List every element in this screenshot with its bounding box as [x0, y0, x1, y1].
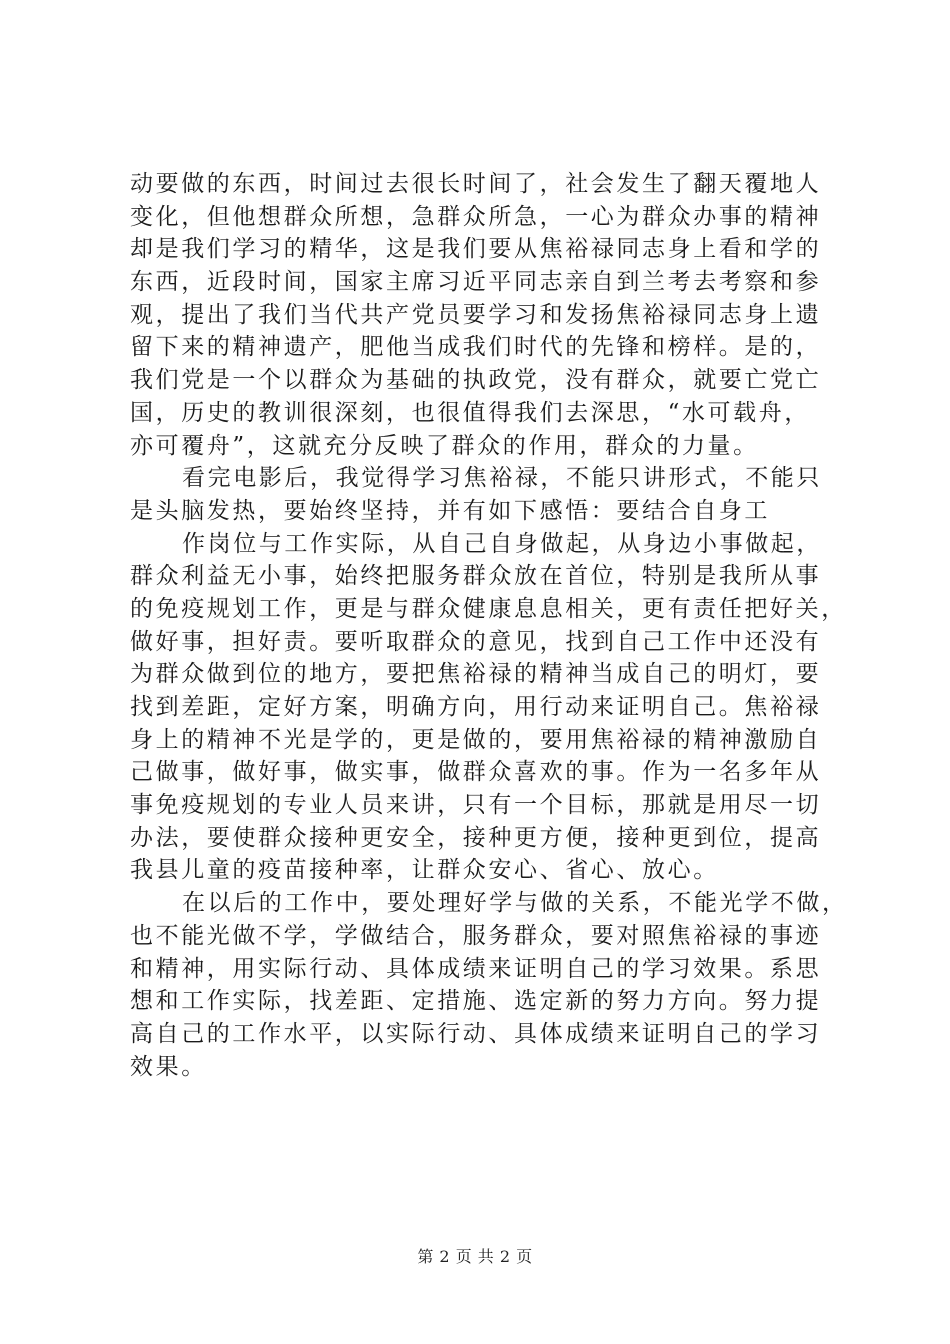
text-line: 留下来的精神遗产，肥他当成我们时代的先锋和榜样。是的， [130, 334, 822, 361]
text-line: 变化，但他想群众所想，急群众所急，一心为群众办事的精神 [130, 203, 822, 230]
text-line: 的免疫规划工作，更是与群众健康息息相关，更有责任把好关， [130, 595, 847, 622]
text-line: 高自己的工作水平，以实际行动、具体成绩来证明自己的学习 [130, 1020, 822, 1047]
page-number-footer: 第 2 页 共 2 页 [417, 1247, 533, 1266]
text-line: 东西，近段时间，国家主席习近平同志亲自到兰考去考察和参 [130, 269, 822, 296]
text-line: 我们党是一个以群众为基础的执政党，没有群众，就要亡党亡 [130, 367, 822, 394]
text-line: 做好事，担好责。要听取群众的意见，找到自己工作中还没有 [130, 628, 822, 655]
text-line: 是头脑发热，要始终坚持，并有如下感悟：要结合自身工 [130, 497, 770, 524]
text-line: 和精神，用实际行动、具体成绩来证明自己的学习效果。系思 [130, 955, 822, 982]
text-line: 我县儿童的疫苗接种率，让群众安心、省心、放心。 [130, 857, 719, 884]
paragraph-start-line: 在以后的工作中，要处理好学与做的关系，不能光学不做， [182, 890, 848, 917]
text-line: 想和工作实际，找差距、定措施、选定新的努力方向。努力提 [130, 988, 822, 1015]
text-line: 群众利益无小事，始终把服务群众放在首位，特别是我所从事 [130, 563, 822, 590]
text-line: 己做事，做好事，做实事，做群众喜欢的事。作为一名多年从 [130, 759, 822, 786]
text-line: 却是我们学习的精华，这是我们要从焦裕禄同志身上看和学的 [130, 236, 822, 263]
text-line: 办法，要使群众接种更安全，接种更方便，接种更到位，提高 [130, 824, 822, 851]
text-line: 动要做的东西，时间过去很长时间了，社会发生了翻天覆地人 [130, 171, 822, 197]
text-line: 找到差距，定好方案，明确方向，用行动来证明自己。焦裕禄 [130, 694, 822, 720]
paragraph-start-line: 作岗位与工作实际，从自己自身做起，从身边小事做起， [182, 530, 822, 557]
text-line: 也不能光做不学，学做结合，服务群众，要对照焦裕禄的事迹 [130, 922, 822, 949]
text-line: 亦可覆舟”，这就充分反映了群众的作用，群众的力量。 [130, 432, 759, 459]
paragraph-start-line: 看完电影后，我觉得学习焦裕禄，不能只讲形式，不能只 [182, 465, 822, 492]
text-line: 效果。 [130, 1053, 207, 1080]
text-line: 身上的精神不光是学的，更是做的，要用焦裕禄的精神激励自 [130, 726, 822, 753]
document-body [130, 168, 848, 1083]
text-line: 观，提出了我们当代共产党员要学习和发扬焦裕禄同志身上遗 [130, 301, 822, 328]
text-line: 国，历史的教训很深刻，也很值得我们去深思，“水可载舟， [130, 399, 810, 426]
text-line: 为群众做到位的地方，要把焦裕禄的精神当成自己的明灯，要 [130, 661, 822, 688]
text-line: 事免疫规划的专业人员来讲，只有一个目标，那就是用尽一切 [130, 792, 822, 819]
